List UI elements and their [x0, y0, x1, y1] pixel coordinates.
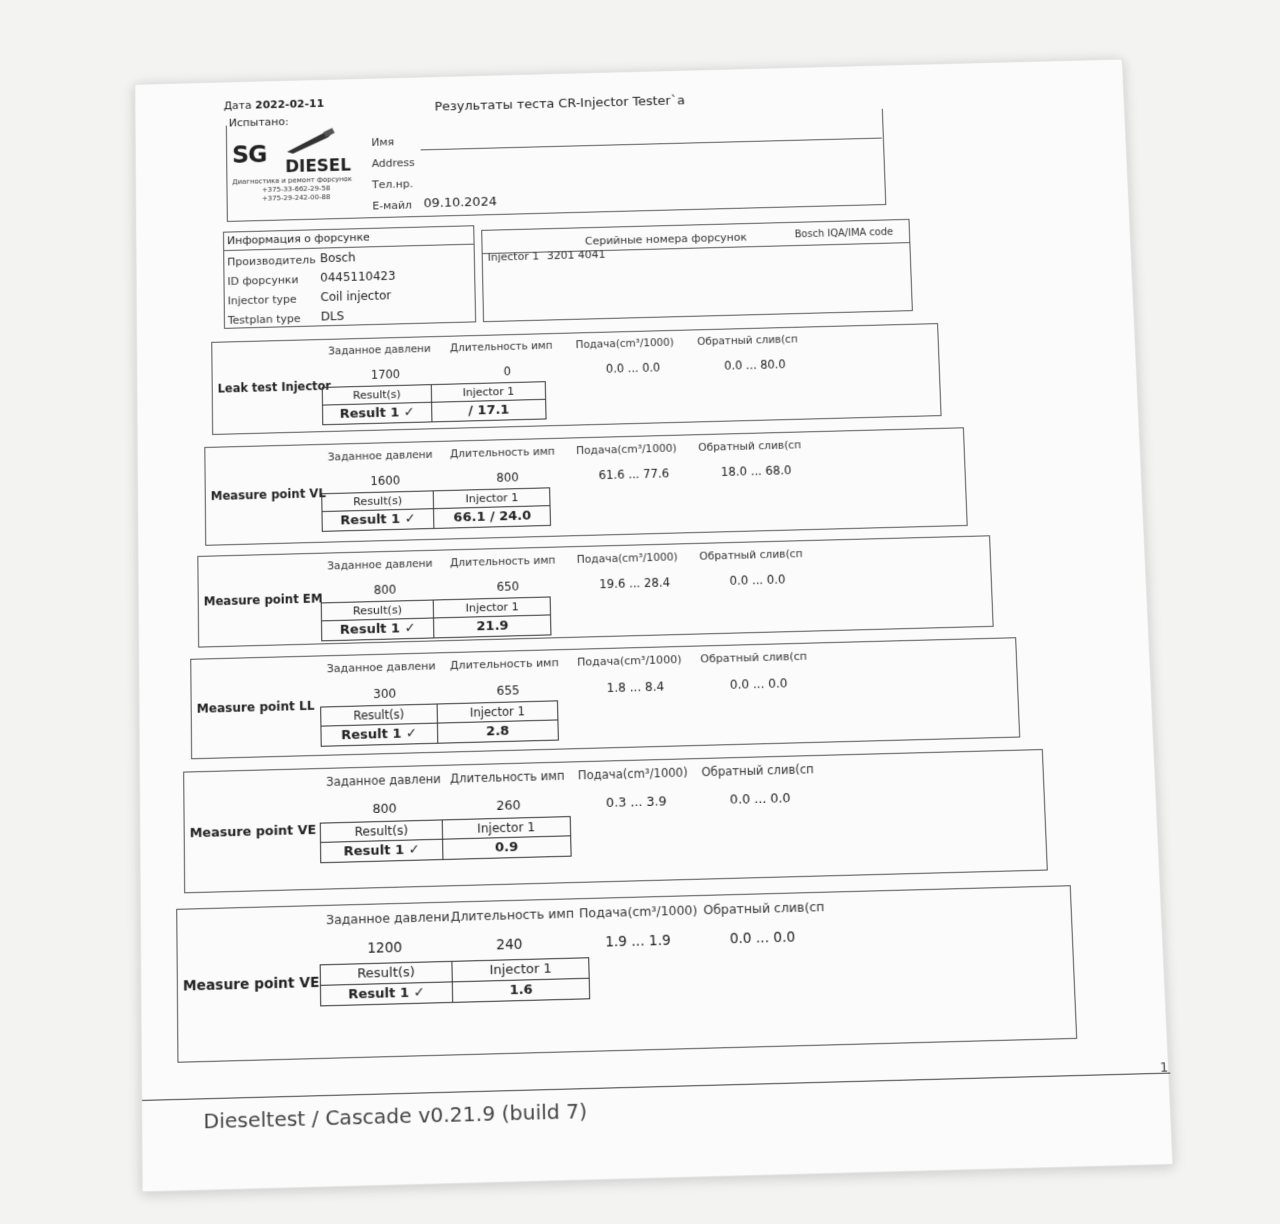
result-value: / 17.1 — [432, 399, 546, 422]
duration-header: Длительность имп — [449, 553, 556, 570]
pressure-value: 800 — [373, 582, 397, 597]
return-header: Обратный слив(cп — [698, 438, 802, 454]
result-label: Result 1 ✓ — [321, 618, 434, 641]
duration-header: Длительность имп — [449, 339, 553, 355]
test-name: Leak test Injector — [217, 378, 332, 396]
result-value: 2.8 — [437, 720, 559, 743]
pressure-value: 1700 — [370, 367, 401, 382]
results-table — [320, 816, 571, 863]
test-section — [190, 637, 1020, 759]
results-header: Result(s) — [320, 820, 442, 842]
delivery-header: Подача(cm³/1000) — [575, 336, 675, 352]
pressure-value: 1200 — [367, 940, 403, 958]
results-table — [321, 596, 552, 641]
delivery-value: 1.8 ... 8.4 — [606, 678, 665, 695]
delivery-value: 0.3 ... 3.9 — [605, 793, 667, 811]
pressure-header: Заданное давлени — [327, 556, 433, 573]
delivery-value: 0.0 ... 0.0 — [605, 360, 661, 376]
report-title: Результаты теста CR-Injector Tester`a — [434, 93, 686, 115]
test-section — [176, 885, 1077, 1063]
return-value: 0.0 ... 0.0 — [729, 572, 786, 588]
testplan-value: DLS — [320, 309, 345, 324]
pressure-header: Заданное давлени — [327, 447, 433, 464]
manufacturer-label: Производитель — [227, 253, 316, 269]
duration-value: 240 — [496, 936, 523, 954]
injector-id-value: 0445110423 — [320, 268, 396, 285]
software-version: Dieseltest / Cascade v0.21.9 (build 7) — [203, 1098, 588, 1134]
injector-header: Injector 1 — [431, 382, 545, 403]
serial-injector-value: 3201 4041 — [546, 248, 606, 263]
test-name: Measure point VE — [189, 821, 317, 841]
return-value: 0.0 ... 0.0 — [729, 675, 788, 692]
serials-code-header: Bosch IQA/IMA code — [794, 227, 894, 241]
page-number: 1 — [1159, 1060, 1169, 1076]
return-header: Обратный слив(cп — [699, 547, 803, 563]
results-header: Result(s) — [322, 385, 431, 405]
injector-type-value: Coil injector — [320, 288, 392, 304]
injector-header: Injector 1 — [437, 701, 559, 723]
injector-info-title: Информация о форсунке — [226, 230, 370, 248]
results-table — [320, 701, 559, 747]
result-value: 21.9 — [434, 615, 552, 638]
pressure-header: Заданное давлени — [326, 771, 441, 790]
results-table — [321, 487, 551, 532]
report-date — [224, 97, 324, 112]
duration-value: 655 — [496, 682, 520, 698]
delivery-value: 19.6 ... 28.4 — [599, 575, 671, 591]
logo-diesel: DIESEL — [285, 156, 352, 177]
result-label: Result 1 ✓ — [322, 509, 434, 532]
delivery-header: Подача(cm³/1000) — [578, 902, 698, 921]
return-header: Обратный слив(cп — [700, 649, 808, 666]
duration-header: Длительность имп — [450, 905, 575, 925]
injector-id-label: ID форсунки — [227, 273, 299, 288]
delivery-header: Подача(cm³/1000) — [576, 550, 678, 566]
results-header: Result(s) — [322, 491, 434, 512]
test-name: Measure point VE — [182, 974, 320, 995]
return-header: Обратный слив(cп — [697, 333, 798, 348]
email-label: E-майл — [372, 198, 413, 213]
result-value: 0.9 — [443, 836, 571, 860]
tested-label: Испытано: — [228, 115, 289, 130]
injector-header: Injector 1 — [433, 597, 551, 618]
duration-header: Длительность имп — [449, 444, 555, 461]
test-section — [197, 535, 993, 647]
duration-value: 260 — [496, 797, 521, 813]
manufacturer-value: Bosch — [319, 250, 356, 266]
results-table — [320, 957, 591, 1006]
result-value: 1.6 — [452, 978, 590, 1002]
return-value: 18.0 ... 68.0 — [720, 462, 792, 479]
injector-type-label: Injector type — [227, 292, 297, 308]
test-name: Measure point VL — [210, 486, 326, 504]
pressure-value: 300 — [373, 685, 397, 701]
test-section — [183, 749, 1048, 893]
pressure-value: 1600 — [370, 473, 401, 488]
return-value: 0.0 ... 80.0 — [723, 357, 786, 373]
date-label: Дата — [223, 99, 252, 113]
results-table — [322, 381, 547, 425]
duration-value: 0 — [503, 364, 512, 379]
pressure-header: Заданное давлени — [326, 908, 450, 928]
address-label: Address — [371, 156, 415, 170]
delivery-header: Подача(cm³/1000) — [576, 652, 682, 669]
footer-divider — [142, 1073, 1170, 1101]
date-value: 2022-02-11 — [254, 97, 325, 112]
test-section — [211, 323, 941, 435]
duration-value: 650 — [496, 578, 520, 594]
return-header: Обратный слив(cп — [703, 898, 825, 918]
pressure-header: Заданное давлени — [328, 343, 431, 358]
return-value: 0.0 ... 0.0 — [729, 790, 791, 807]
email-value: 09.10.2024 — [423, 194, 497, 212]
results-header: Result(s) — [320, 961, 452, 985]
serials-header: Серийные номера форсунок — [584, 230, 748, 248]
delivery-value: 61.6 ... 77.6 — [598, 466, 670, 482]
pressure-header: Заданное давлени — [326, 659, 436, 676]
result-label: Result 1 ✓ — [321, 839, 443, 863]
delivery-value: 1.9 ... 1.9 — [604, 932, 671, 952]
injector-header: Injector 1 — [442, 816, 570, 839]
result-label: Result 1 ✓ — [321, 724, 437, 747]
return-value: 0.0 ... 0.0 — [729, 929, 796, 948]
results-header: Result(s) — [321, 704, 437, 726]
result-label: Result 1 ✓ — [322, 402, 431, 424]
company-logo — [232, 138, 375, 204]
report-sheet — [134, 59, 1173, 1193]
injector-header: Injector 1 — [433, 488, 550, 509]
test-section — [204, 427, 967, 546]
name-label: Имя — [371, 135, 395, 149]
logo-phone-2: +375-29-242-00-88 — [262, 193, 331, 203]
phone-label: Тел.нр. — [371, 177, 414, 192]
results-header: Result(s) — [321, 600, 433, 621]
test-name: Measure point EM — [203, 591, 323, 609]
serial-injector-label: Injector 1 — [487, 249, 540, 264]
duration-header: Длительность имп — [449, 656, 559, 673]
return-header: Обратный слив(cп — [701, 762, 815, 780]
result-value: 66.1 / 24.0 — [434, 506, 551, 529]
pressure-value: 800 — [372, 800, 397, 817]
duration-header: Длительность имп — [449, 768, 565, 786]
testplan-label: Testplan type — [227, 312, 301, 327]
delivery-header: Подача(cm³/1000) — [575, 441, 677, 458]
duration-value: 800 — [496, 469, 519, 485]
result-label: Result 1 ✓ — [320, 981, 452, 1005]
logo-tagline: Диагностика и ремонт форсунок — [232, 175, 353, 187]
logo-phone-1: +375-33-662-29-58 — [261, 184, 331, 194]
test-name: Measure point LL — [196, 698, 315, 716]
injector-header: Injector 1 — [452, 957, 590, 981]
delivery-header: Подача(cm³/1000) — [577, 765, 688, 783]
logo-sg: SG — [231, 140, 267, 169]
